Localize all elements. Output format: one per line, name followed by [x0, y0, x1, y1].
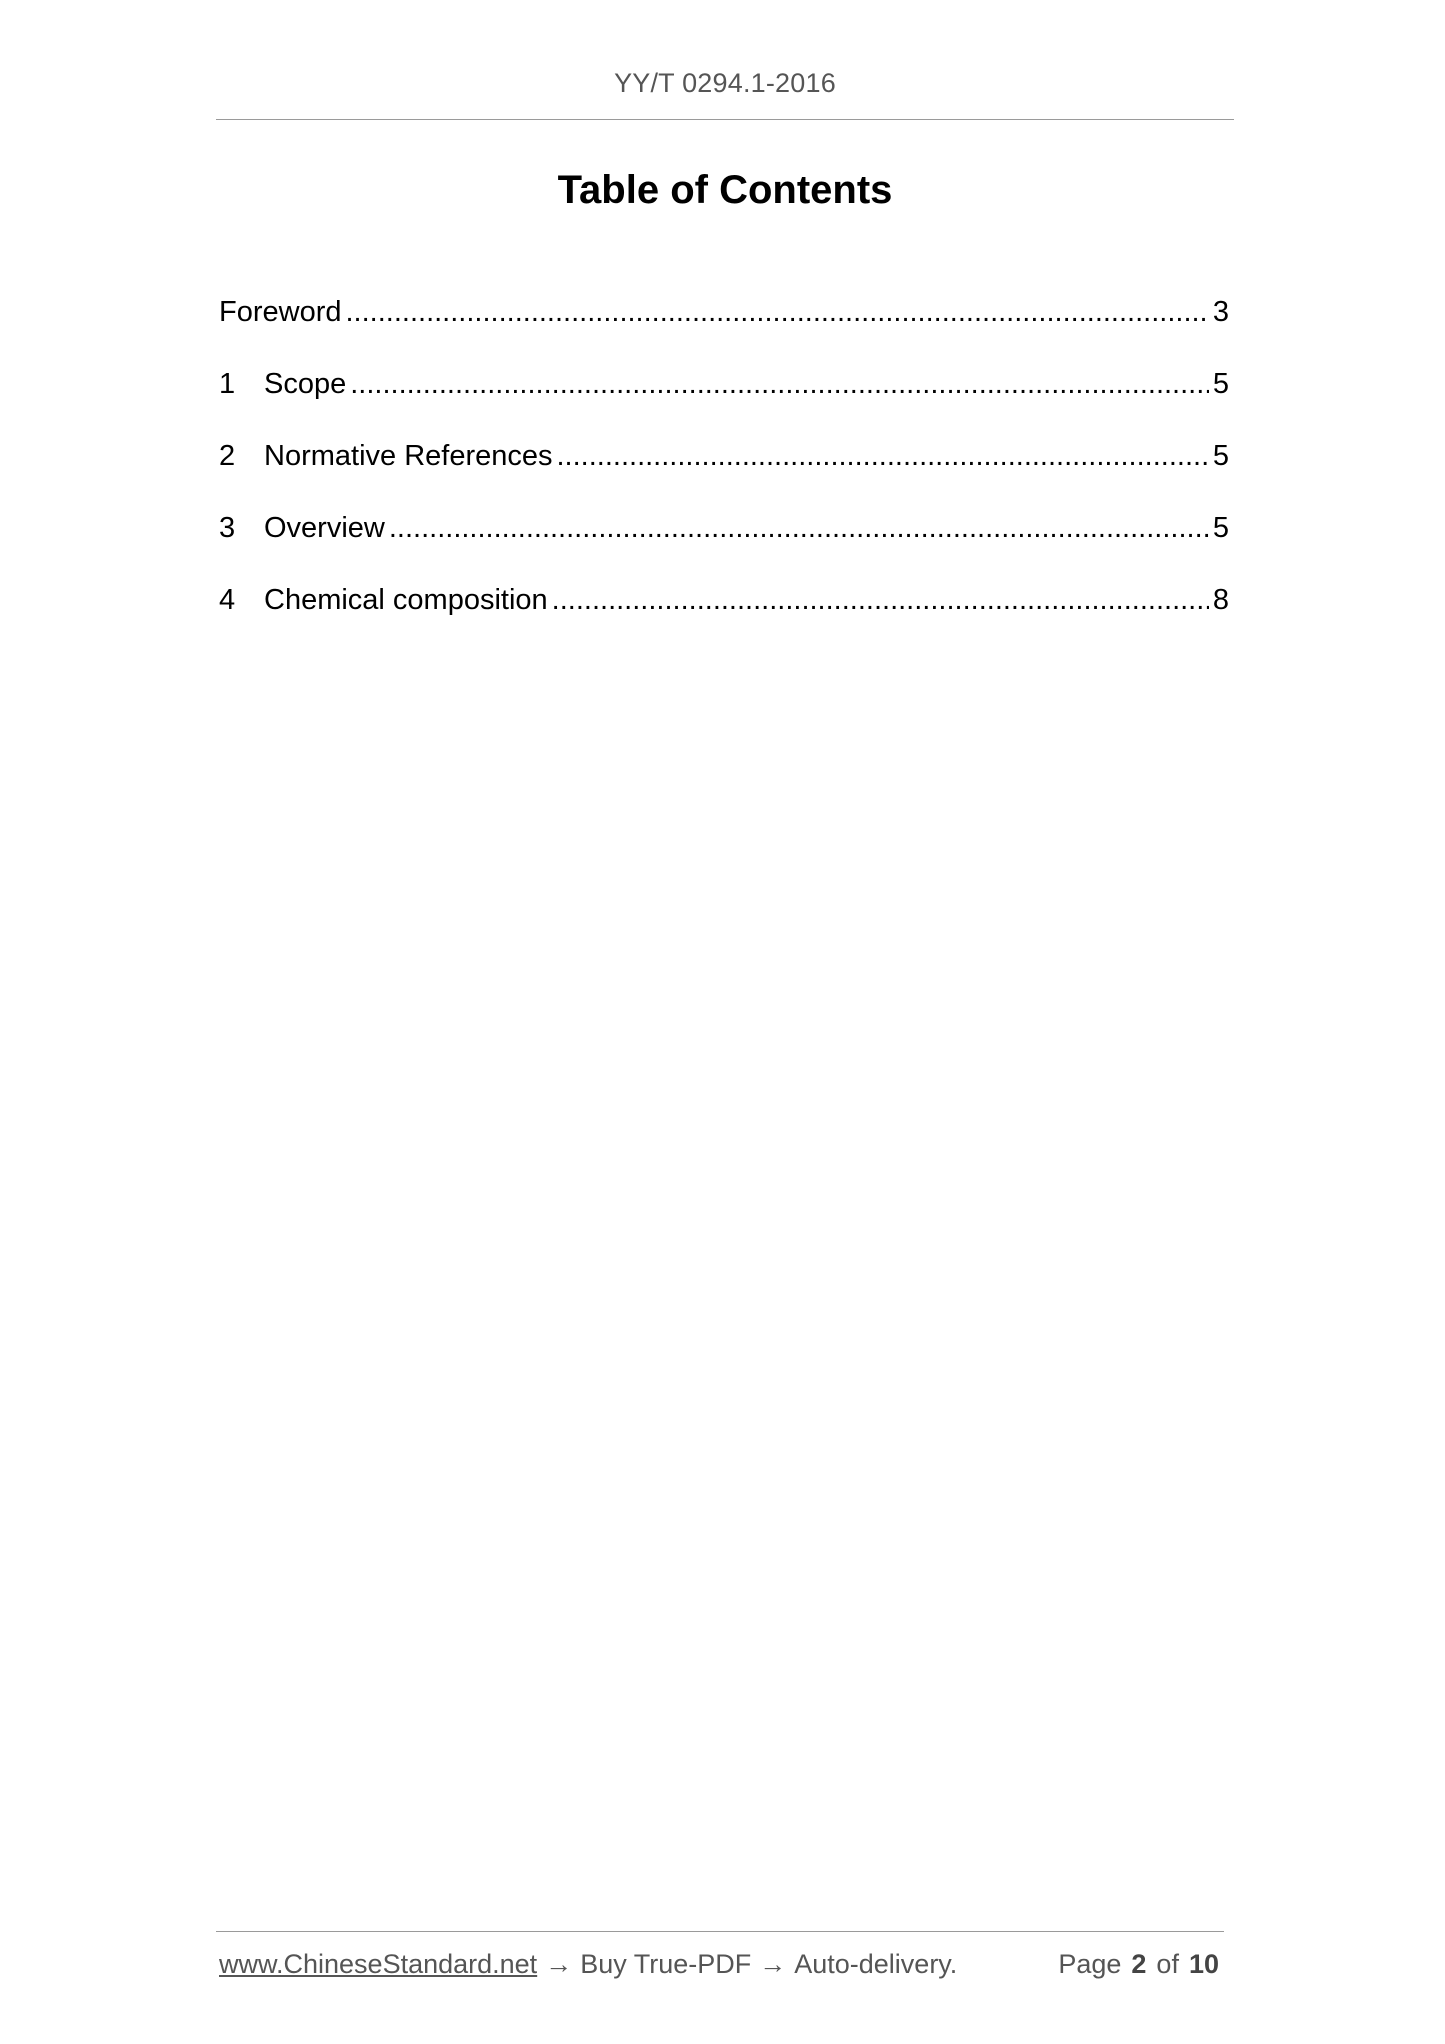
toc-leader-dots [557, 434, 1209, 478]
toc-leader-dots [346, 290, 1209, 334]
toc-entry-page: 3 [1212, 296, 1229, 328]
toc-entry-number: 4 [219, 584, 236, 616]
page-indicator [1058, 1949, 1219, 1980]
site-link[interactable]: www.ChineseStandard.net [219, 1949, 538, 1979]
page-current: 2 [1131, 1949, 1147, 1979]
footer-promo [219, 1949, 957, 1980]
toc-entry-overview[interactable] [219, 506, 1229, 578]
toc-entry-scope[interactable] [219, 362, 1229, 434]
toc-entry-page: 5 [1212, 440, 1229, 472]
toc-entry-normative-references[interactable] [219, 434, 1229, 506]
toc-leader-dots [389, 506, 1209, 550]
of-word: of [1156, 1949, 1179, 1979]
arrow-right-icon: → [759, 1949, 787, 1979]
toc-entry-number: 2 [219, 440, 236, 472]
table-of-contents [219, 290, 1229, 650]
toc-entry-chemical-composition[interactable] [219, 578, 1229, 650]
toc-entry-label: Scope [264, 368, 347, 400]
buy-true-pdf-text: Buy True-PDF [580, 1949, 752, 1979]
header-divider [216, 119, 1234, 120]
toc-entry-label: Normative References [264, 440, 553, 472]
arrow-right-icon: → [545, 1949, 573, 1979]
toc-entry-label: Overview [264, 512, 385, 544]
toc-entry-number: 1 [219, 368, 236, 400]
toc-entry-page: 5 [1212, 512, 1229, 544]
toc-leader-dots [552, 578, 1209, 622]
toc-entry-page: 8 [1212, 584, 1229, 616]
toc-leader-dots [350, 362, 1209, 406]
toc-entry-label: Foreword [219, 296, 342, 328]
toc-title: Table of Contents [557, 168, 893, 212]
toc-entry-foreword[interactable] [219, 290, 1229, 362]
toc-entry-page: 5 [1212, 368, 1229, 400]
footer-divider [216, 1931, 1224, 1932]
toc-entry-number: 3 [219, 512, 236, 544]
toc-entry-label: Chemical composition [264, 584, 548, 616]
page-total: 10 [1188, 1949, 1219, 1979]
document-id-header: YY/T 0294.1-2016 [614, 68, 836, 98]
auto-delivery-text: Auto-delivery. [794, 1949, 958, 1979]
page-word: Page [1058, 1949, 1122, 1979]
